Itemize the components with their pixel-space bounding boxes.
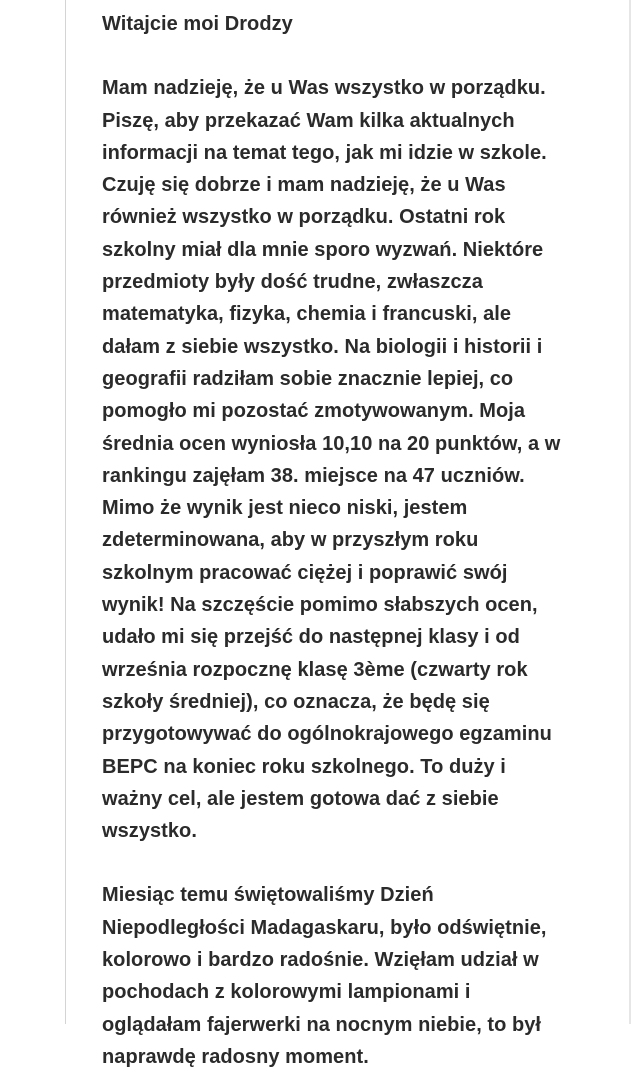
paragraph-line: września rozpocznę klasę 3ème (czwarty rok (102, 658, 528, 681)
paragraph-line: szkolny miał dla mnie sporo wyzwań. Niektóre (102, 238, 544, 261)
paragraph-school-update (102, 72, 602, 847)
letter-greeting: Witajcie moi Drodzy (102, 13, 293, 35)
paragraph-line: średnia ocen wyniosła 10,10 na 20 punktów, a w (102, 432, 561, 455)
paragraph-line: Mimo że wynik jest nieco niski, jestem (102, 497, 468, 520)
paragraph-line: matematyka, fizyka, chemia i francuski, ale (102, 303, 512, 326)
paragraph-line: Czuję się dobrze i mam nadzieję, że u Was (102, 174, 506, 197)
paragraph-line: rankingu zajęłam 38. miejsce na 47 uczniów. (102, 464, 525, 487)
paragraph-line: zdeterminowana, aby w przyszłym roku (102, 529, 479, 552)
paragraph-independence-day (102, 879, 602, 1073)
paragraph-line: wynik! Na szczęście pomimo słabszych ocen, (102, 594, 538, 617)
paragraph-line: ważny cel, ale jestem gotowa dać z siebie (102, 787, 499, 810)
paragraph-line: BEPC na koniec roku szkolnego. To duży i (102, 755, 506, 778)
paragraph-line: szkolnym pracować ciężej i poprawić swój (102, 561, 508, 584)
paragraph-line: pochodach z kolorowymi lampionami i (102, 981, 471, 1004)
paragraph-line: wszystko. (102, 820, 197, 843)
paragraph-line: Miesiąc temu świętowaliśmy Dzień (102, 884, 434, 907)
paragraph-line: przygotowywać do ogólnokrajowego egzaminu (102, 723, 552, 746)
paragraph-line: kolorowo i bardzo radośnie. Wzięłam udział w (102, 949, 539, 972)
paragraph-line: przedmioty były dość trudne, zwłaszcza (102, 271, 483, 294)
letter-body (102, 8, 602, 1073)
paragraph-line: informacji na temat tego, jak mi idzie w szkole. (102, 141, 547, 164)
paragraph-line: udało mi się przejść do następnej klasy i od (102, 626, 520, 649)
paragraph-line: oglądałam fajerwerki na nocnym niebie, to był (102, 1013, 542, 1036)
paragraph-line: dałam z siebie wszystko. Na biologii i historii i (102, 335, 543, 358)
paragraph-line: również wszystko w porządku. Ostatni rok (102, 206, 506, 229)
paragraph-line: naprawdę radosny moment. (102, 1045, 369, 1068)
paragraph-line: pomogło mi pozostać zmotywowanym. Moja (102, 400, 526, 423)
paragraph-line: Niepodległości Madagaskaru, było odświętnie, (102, 916, 547, 939)
paragraph-line: geografii radziłam sobie znacznie lepiej, co (102, 367, 514, 390)
paragraph-line: Piszę, aby przekazać Wam kilka aktualnych (102, 109, 515, 132)
paragraph-line: Mam nadzieję, że u Was wszystko w porządku. (102, 77, 546, 100)
left-margin-rule (65, 0, 66, 1024)
paragraph-line: szkoły średniej), co oznacza, że będę się (102, 690, 490, 713)
